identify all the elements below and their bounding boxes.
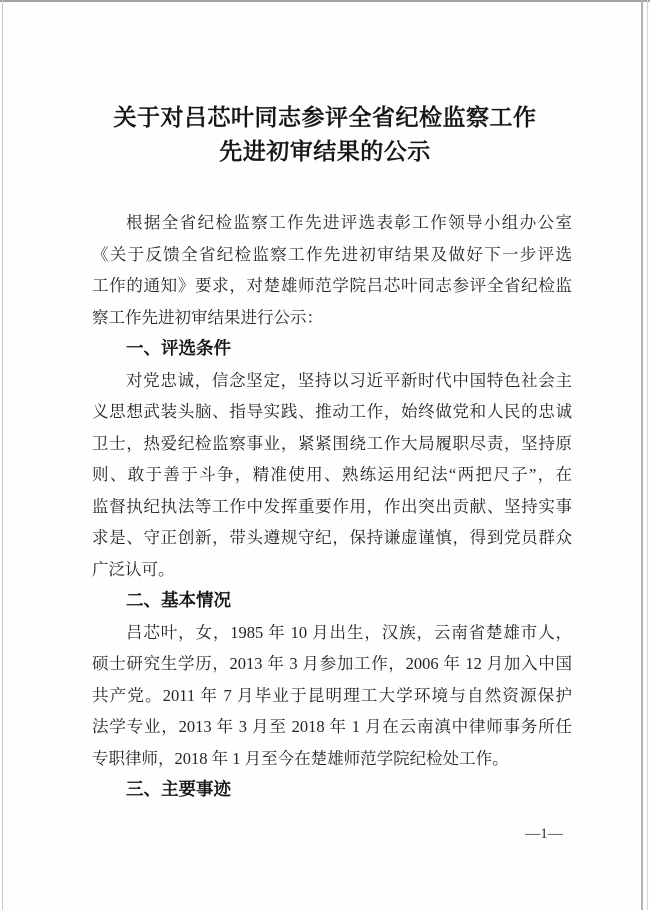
document-title-line2: 先进初审结果的公示	[219, 139, 431, 164]
page-number: —1—	[525, 826, 563, 842]
section-heading-2: 二、基本情况	[126, 590, 231, 610]
paragraph-line: 共产党。2011 年 7 月毕业于昆明理工大学环境与自然资源保护	[92, 685, 572, 705]
paragraph-line: 《关于反馈全省纪检监察工作先进初审结果及做好下一步评选	[92, 244, 572, 264]
paragraph-line: 卫士，热爱纪检监察事业，紧紧围绕工作大局履职尽责，坚持原	[92, 433, 572, 453]
document-body	[92, 207, 572, 806]
section-heading-3: 三、主要事迹	[126, 779, 231, 799]
document-title	[0, 101, 650, 169]
paragraph-line: 则、敢于善于斗争，精准使用、熟练运用纪法“两把尺子”，在	[92, 465, 572, 484]
paragraph-line: 专职律师，2018 年 1 月至今在楚雄师范学院纪检处工作。	[92, 748, 509, 768]
paragraph-line: 根据全省纪检监察工作先进评选表彰工作领导小组办公室	[126, 213, 572, 232]
paragraph-line: 硕士研究生学历，2013 年 3 月参加工作，2006 年 12 月加入中国	[92, 654, 572, 673]
paragraph-line: 工作的通知》要求，对楚雄师范学院吕芯叶同志参评全省纪检监	[92, 276, 572, 295]
paragraph-line: 察工作先进初审结果进行公示：	[92, 307, 323, 327]
paragraph-line: 吕芯叶，女，1985 年 10 月出生，汉族，云南省楚雄市人，	[126, 622, 572, 642]
section-heading-1: 一、评选条件	[126, 338, 231, 358]
paragraph-line: 广泛认可。	[92, 559, 175, 579]
document-title-line1: 关于对吕芯叶同志参评全省纪检监察工作	[113, 105, 537, 130]
paragraph-line: 法学专业，2013 年 3 月至 2018 年 1 月在云南滇中律师事务所任	[92, 717, 572, 736]
paragraph-line: 求是、守正创新，带头遵规守纪，保持谦虚谨慎，得到党员群众	[92, 528, 572, 547]
paragraph-line: 监督执纪执法等工作中发挥重要作用，作出突出贡献、坚持实事	[92, 496, 572, 516]
paragraph-line: 义思想武装头脑、指导实践、推动工作，始终做党和人民的忠诚	[92, 402, 572, 421]
paragraph-line: 对党忠诚，信念坚定，坚持以习近平新时代中国特色社会主	[126, 370, 572, 390]
scan-edge-top	[0, 0, 650, 2]
